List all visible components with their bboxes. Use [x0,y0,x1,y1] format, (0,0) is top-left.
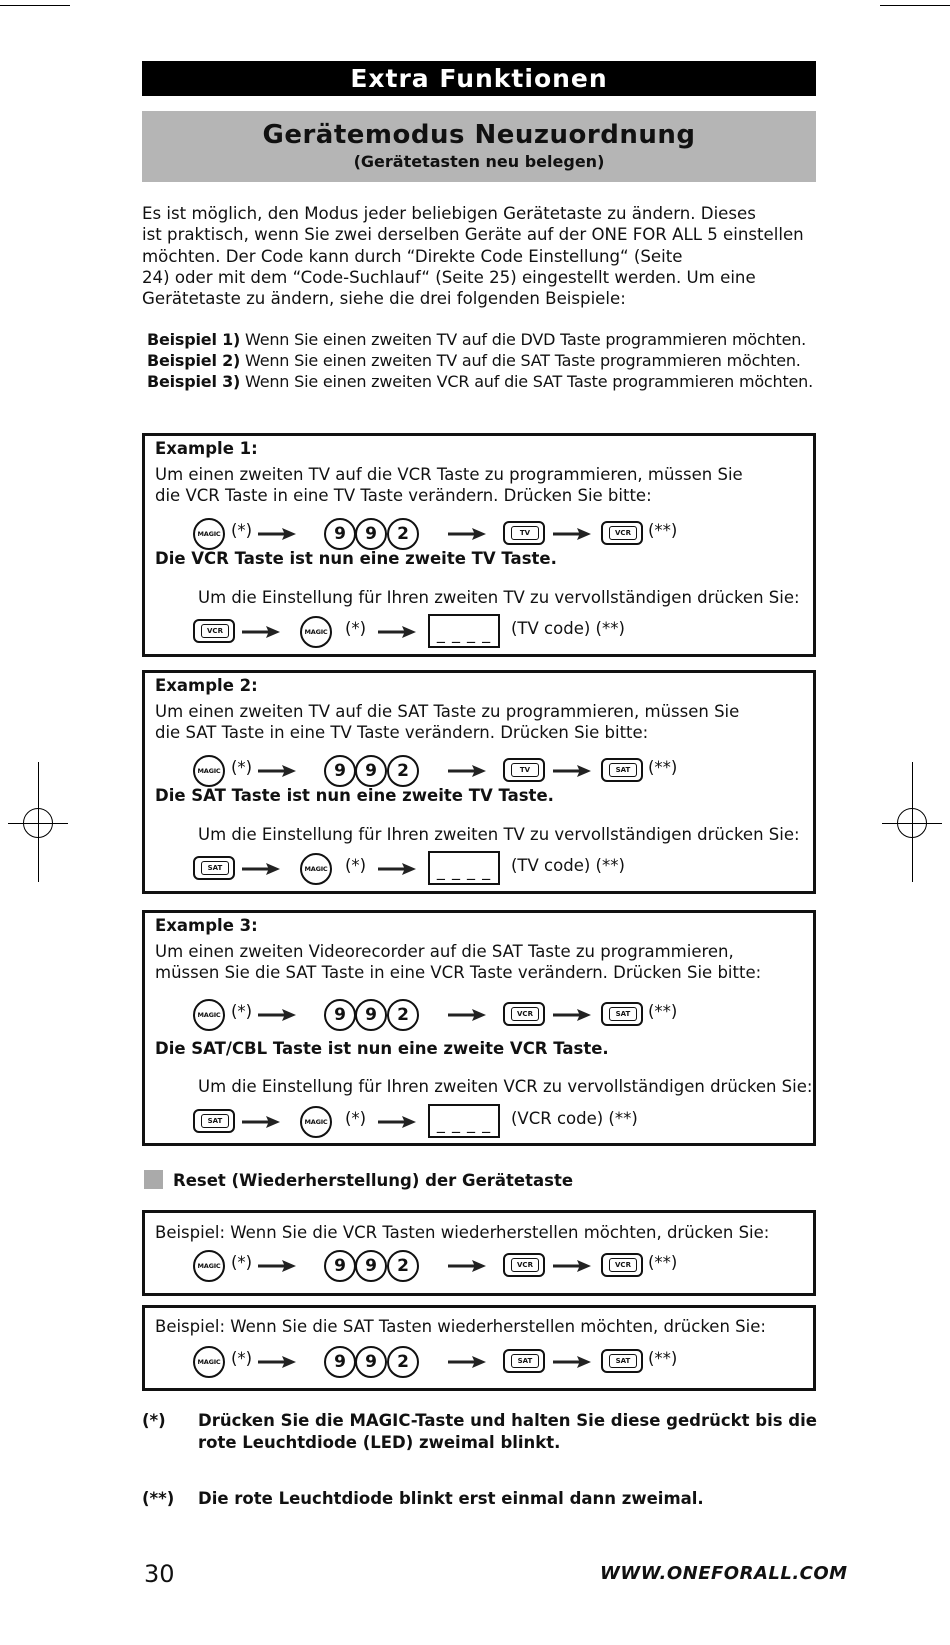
example-title: Example 1: [155,439,258,458]
magic-key-icon: MAGIC [193,755,225,787]
code-label: (VCR code) (**) [511,1109,638,1128]
crop-mark [0,5,70,6]
arrow-right-icon [553,765,591,777]
device-key-label: TV [511,763,539,777]
example-finish-line: Um die Einstellung für Ihren zweiten TV zu vervollständigen drücken Sie: [198,588,800,607]
example-text-line: die SAT Taste in eine TV Taste verändern. Drücken Sie bitte: [155,723,649,742]
digit-key-icon: 2 [387,1346,419,1378]
star-note: (*) [231,1349,253,1368]
crop-mark [880,5,950,6]
example-text-line: Um einen zweiten TV auf die VCR Taste zu programmieren, müssen Sie [155,465,743,484]
footnote-star-mark: (*) [142,1411,166,1430]
device-key-icon [503,1349,545,1373]
example-title: Example 3: [155,916,258,935]
beispiel-label: Beispiel 2) [147,351,241,370]
intro-line: Gerätetaste zu ändern, siehe die drei folgenden Beispiele: [142,289,626,309]
arrow-right-icon [378,863,416,875]
registration-circle [23,808,53,838]
page-title: Gerätemodus Neuzuordnung [262,120,696,150]
arrow-right-icon [258,1009,296,1021]
digit-key-icon: 9 [324,1346,356,1378]
digit-key-icon: 2 [387,999,419,1031]
star-note: (*) [231,1002,253,1021]
magic-key-icon: MAGIC [193,1346,225,1378]
magic-key-icon: MAGIC [193,518,225,550]
double-star-note: (**) [648,521,678,540]
magic-key-icon: MAGIC [300,1106,332,1138]
beispiel-item [147,330,806,349]
beispiel-item [147,372,813,391]
device-key-label: VCR [511,1007,539,1021]
example-text-line: die VCR Taste in eine TV Taste verändern. Drücken Sie bitte: [155,486,652,505]
device-key-icon [193,619,235,643]
intro-line: 24) oder mit dem “Code-Suchlauf“ (Seite 25) eingestellt werden. Um eine [142,267,756,287]
beispiel-text: Wenn Sie einen zweiten TV auf die SAT Taste programmieren möchten. [240,351,801,370]
device-key-icon [601,1002,643,1026]
example-result: Die SAT/CBL Taste ist nun eine zweite VCR Taste. [155,1039,609,1058]
example-finish-line: Um die Einstellung für Ihren zweiten TV zu vervollständigen drücken Sie: [198,825,800,844]
arrow-right-icon [242,626,280,638]
arrow-right-icon [553,1009,591,1021]
star-note: (*) [345,619,367,638]
arrow-right-icon [242,863,280,875]
arrow-right-icon [378,1116,416,1128]
star-note: (*) [231,758,253,777]
beispiel-text: Wenn Sie einen zweiten VCR auf die SAT Taste programmieren möchten. [240,372,814,391]
code-entry-box: _ _ _ _ [428,851,500,885]
device-key-icon [503,521,545,545]
device-key-label: SAT [201,861,229,875]
arrow-right-icon [448,528,486,540]
example-text-line: Um einen zweiten TV auf die SAT Taste zu programmieren, müssen Sie [155,702,740,721]
device-key-icon [503,1002,545,1026]
page-number: 30 [144,1560,175,1588]
device-key-icon [601,1253,643,1277]
code-entry-box: _ _ _ _ [428,1104,500,1138]
reset-vcr-line: Beispiel: Wenn Sie die VCR Tasten wiederherstellen möchten, drücken Sie: [155,1223,770,1242]
code-label: (TV code) (**) [511,619,625,638]
digit-key-icon: 9 [324,999,356,1031]
intro-line: ist praktisch, wenn Sie zwei derselben Geräte auf der ONE FOR ALL 5 einstellen [142,225,804,245]
digit-key-icon: 9 [355,518,387,550]
arrow-right-icon [553,528,591,540]
arrow-right-icon [258,528,296,540]
digit-key-icon: 9 [324,755,356,787]
arrow-right-icon [242,1116,280,1128]
intro-line: Es ist möglich, den Modus jeder beliebigen Gerätetaste zu ändern. Dieses [142,204,756,223]
digit-key-icon: 9 [355,1250,387,1282]
intro-paragraph [142,203,822,309]
digit-key-icon: 9 [355,999,387,1031]
digit-key-icon: 2 [387,1250,419,1282]
example-text-line: müssen Sie die SAT Taste in eine VCR Taste verändern. Drücken Sie bitte: [155,963,762,982]
device-key-label: VCR [511,1258,539,1272]
device-key-label: SAT [609,1007,637,1021]
magic-key-icon: MAGIC [300,853,332,885]
title-panel [142,111,816,182]
beispiel-item [147,351,801,370]
magic-key-icon: MAGIC [193,999,225,1031]
intro-line: möchten. Der Code kann durch “Direkte Code Einstellung“ (Seite [142,246,683,266]
page-subtitle: (Gerätetasten neu belegen) [353,152,605,171]
section-marker [144,1170,163,1189]
device-key-label: SAT [201,1114,229,1128]
magic-key-icon: MAGIC [300,616,332,648]
arrow-right-icon [378,626,416,638]
device-key-label: VCR [609,526,637,540]
footnote-star-line: rote Leuchtdiode (LED) zweimal blinkt. [198,1433,561,1452]
example-text-line: Um einen zweiten Videorecorder auf die SAT Taste zu programmieren, [155,942,734,961]
device-key-icon [503,1253,545,1277]
device-key-icon [193,856,235,880]
arrow-right-icon [553,1260,591,1272]
reset-sat-line: Beispiel: Wenn Sie die SAT Tasten wiederherstellen möchten, drücken Sie: [155,1317,766,1336]
magic-key-icon: MAGIC [193,1250,225,1282]
reset-heading: Reset (Wiederherstellung) der Gerätetaste [173,1171,574,1190]
example-finish-line: Um die Einstellung für Ihren zweiten VCR zu vervollständigen drücken Sie: [198,1077,813,1096]
star-note: (*) [231,1253,253,1272]
device-key-label: VCR [609,1258,637,1272]
digit-key-icon: 9 [355,1346,387,1378]
digit-key-icon: 2 [387,518,419,550]
device-key-icon [601,521,643,545]
arrow-right-icon [258,765,296,777]
example-title: Example 2: [155,676,258,695]
beispiel-label: Beispiel 3) [147,372,241,391]
double-star-note: (**) [648,1253,678,1272]
device-key-icon [193,1109,235,1133]
section-banner: Extra Funktionen [142,61,816,96]
device-key-label: SAT [609,1354,637,1368]
double-star-note: (**) [648,1002,678,1021]
digit-key-icon: 9 [324,518,356,550]
digit-key-icon: 2 [387,755,419,787]
example-result: Die SAT Taste ist nun eine zweite TV Taste. [155,786,554,805]
arrow-right-icon [258,1260,296,1272]
star-note: (*) [345,1109,367,1128]
registration-circle [897,808,927,838]
code-label: (TV code) (**) [511,856,625,875]
arrow-right-icon [448,1356,486,1368]
double-star-note: (**) [648,1349,678,1368]
arrow-right-icon [553,1356,591,1368]
device-key-icon [601,758,643,782]
arrow-right-icon [448,1260,486,1272]
footnote-dstar-line: Die rote Leuchtdiode blinkt erst einmal dann zweimal. [198,1489,704,1508]
code-entry-box: _ _ _ _ [428,614,500,648]
arrow-right-icon [258,1356,296,1368]
star-note: (*) [231,521,253,540]
device-key-label: VCR [201,624,229,638]
star-note: (*) [345,856,367,875]
footnote-dstar-mark: (**) [142,1489,175,1508]
arrow-right-icon [448,1009,486,1021]
beispiel-text: Wenn Sie einen zweiten TV auf die DVD Taste programmieren möchten. [240,330,807,349]
device-key-icon [601,1349,643,1373]
digit-key-icon: 9 [324,1250,356,1282]
website-url: WWW.ONEFORALL.COM [600,1563,848,1584]
example-result: Die VCR Taste ist nun eine zweite TV Taste. [155,549,557,568]
device-key-label: SAT [511,1354,539,1368]
beispiel-label: Beispiel 1) [147,330,241,349]
double-star-note: (**) [648,758,678,777]
device-key-icon [503,758,545,782]
device-key-label: TV [511,526,539,540]
arrow-right-icon [448,765,486,777]
device-key-label: SAT [609,763,637,777]
footnote-star-line: Drücken Sie die MAGIC-Taste und halten Sie diese gedrückt bis die [198,1411,817,1430]
digit-key-icon: 9 [355,755,387,787]
